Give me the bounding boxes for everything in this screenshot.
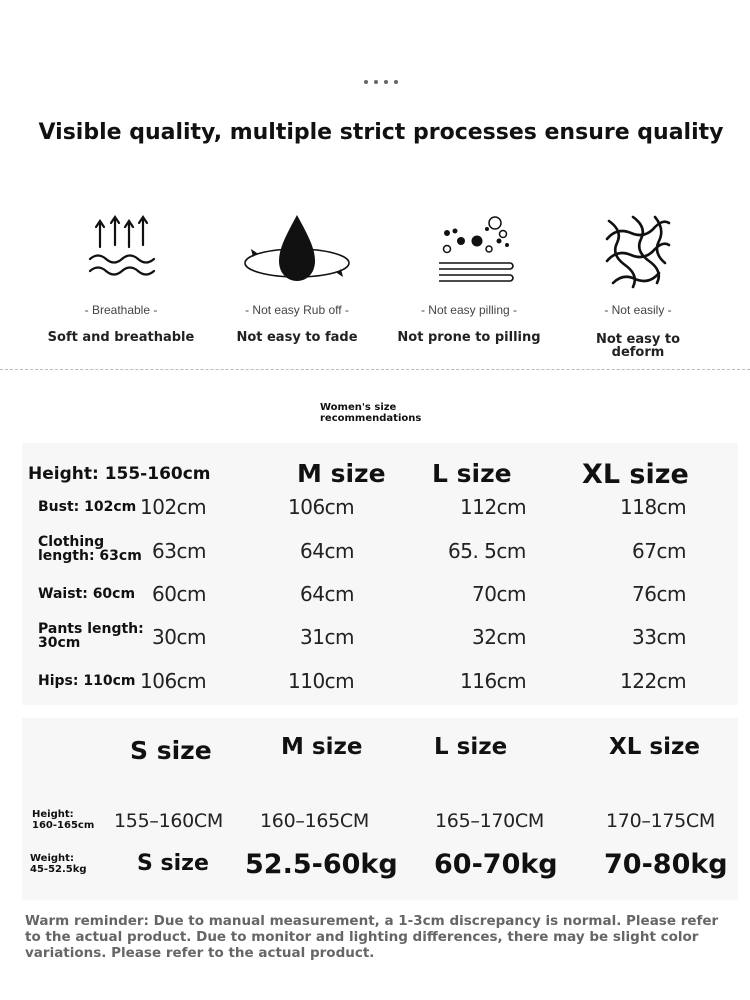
recommendation-table — [22, 718, 738, 900]
row-label — [38, 535, 142, 563]
feature-tag: - Not easy Rub off - — [245, 303, 349, 317]
divider — [0, 369, 750, 370]
table-cell: 32cm — [472, 625, 526, 649]
feature-pilling — [384, 205, 554, 344]
water-drop-rotate-icon — [237, 205, 357, 295]
table-cell: S size — [137, 851, 209, 876]
table-cell: 110cm — [288, 669, 355, 693]
feature-desc — [553, 333, 723, 359]
table-cell: 165–170CM — [435, 810, 544, 832]
height-row-label — [32, 809, 94, 831]
table-cell: 70cm — [472, 582, 526, 606]
row-label-line: Pants length: — [38, 621, 144, 637]
weight-row-label-line: 45-52.5kg — [30, 864, 87, 875]
row-label: Bust: 102cm — [38, 499, 137, 515]
column-header: M size — [281, 734, 363, 760]
table-cell: 106cm — [140, 669, 207, 693]
row-label-line: length: 63cm — [38, 548, 142, 564]
height-row-label-line: 160-165cm — [32, 820, 95, 831]
feature-rub-off — [212, 205, 382, 344]
pilling-balls-icon — [419, 205, 519, 295]
table-cell: 112cm — [460, 495, 527, 519]
row-label-line: Clothing — [38, 534, 105, 550]
column-header: XL size — [582, 459, 689, 490]
feature-desc-line: Not easy to — [595, 332, 681, 347]
row-label: Hips: 110cm — [38, 673, 136, 689]
feature-tag: - Breathable - — [84, 303, 158, 317]
table-cell: 33cm — [632, 625, 686, 649]
feature-tag: - Not easily - — [604, 303, 672, 317]
feature-desc: Not easy to fade — [236, 330, 358, 345]
table-cell: 160–165CM — [260, 810, 369, 832]
table-cell: 102cm — [140, 495, 207, 519]
table-cell: 64cm — [300, 582, 354, 606]
table-cell: 106cm — [288, 495, 355, 519]
table-cell: 122cm — [620, 669, 687, 693]
feature-deform — [553, 205, 723, 359]
feature-desc-line: deform — [611, 345, 665, 360]
table-cell: 31cm — [300, 625, 354, 649]
decorative-dots — [356, 80, 406, 90]
feature-desc: Not prone to pilling — [397, 330, 541, 345]
table-cell: 60cm — [152, 582, 206, 606]
mesh-weave-icon — [593, 205, 683, 295]
page-title: Visible quality, multiple strict processes ensure quality — [38, 120, 724, 145]
table-cell: 170–175CM — [606, 810, 715, 832]
column-header: L size — [432, 459, 512, 488]
table-cell: 60-70kg — [434, 849, 558, 880]
row-label — [38, 622, 144, 650]
size-section-title-line: recommendations — [320, 413, 422, 424]
table-cell: 76cm — [632, 582, 686, 606]
table-cell: 30cm — [152, 625, 206, 649]
table-cell: 63cm — [152, 539, 206, 563]
column-header: L size — [434, 734, 508, 760]
feature-breathable — [36, 205, 206, 344]
weight-row-label — [30, 853, 87, 875]
weight-row-label-line: Weight: — [30, 853, 74, 864]
measurement-table — [22, 443, 738, 705]
table-cell: 116cm — [460, 669, 527, 693]
table-cell: 65. 5cm — [448, 539, 526, 563]
table-cell: 155–160CM — [114, 810, 223, 832]
size-section-title — [320, 402, 440, 424]
table-cell: 70-80kg — [604, 849, 728, 880]
table-cell: 118cm — [620, 495, 687, 519]
table-cell: 64cm — [300, 539, 354, 563]
feature-tag: - Not easy pilling - — [420, 303, 518, 317]
column-header: XL size — [609, 734, 700, 760]
warm-reminder: Warm reminder: Due to manual measurement, a 1-3cm discrepancy is normal. Please refer to the actual product. Due to monitor and lighting differences, there may be slight color variations. Please refer to the actual product. — [25, 913, 719, 961]
feature-desc: Soft and breathable — [47, 330, 195, 345]
column-header: S size — [130, 736, 212, 765]
size-section-title-line: Women's size — [320, 402, 397, 413]
height-row-label-line: Height: — [32, 809, 74, 820]
row-label: Waist: 60cm — [38, 586, 136, 602]
column-header: M size — [297, 459, 386, 488]
table-cell: 52.5-60kg — [245, 849, 398, 880]
row-label-line: 30cm — [38, 635, 81, 651]
table-cell: 67cm — [632, 539, 686, 563]
height-label: Height: 155-160cm — [28, 464, 211, 484]
breathable-arrows-icon — [76, 205, 166, 295]
